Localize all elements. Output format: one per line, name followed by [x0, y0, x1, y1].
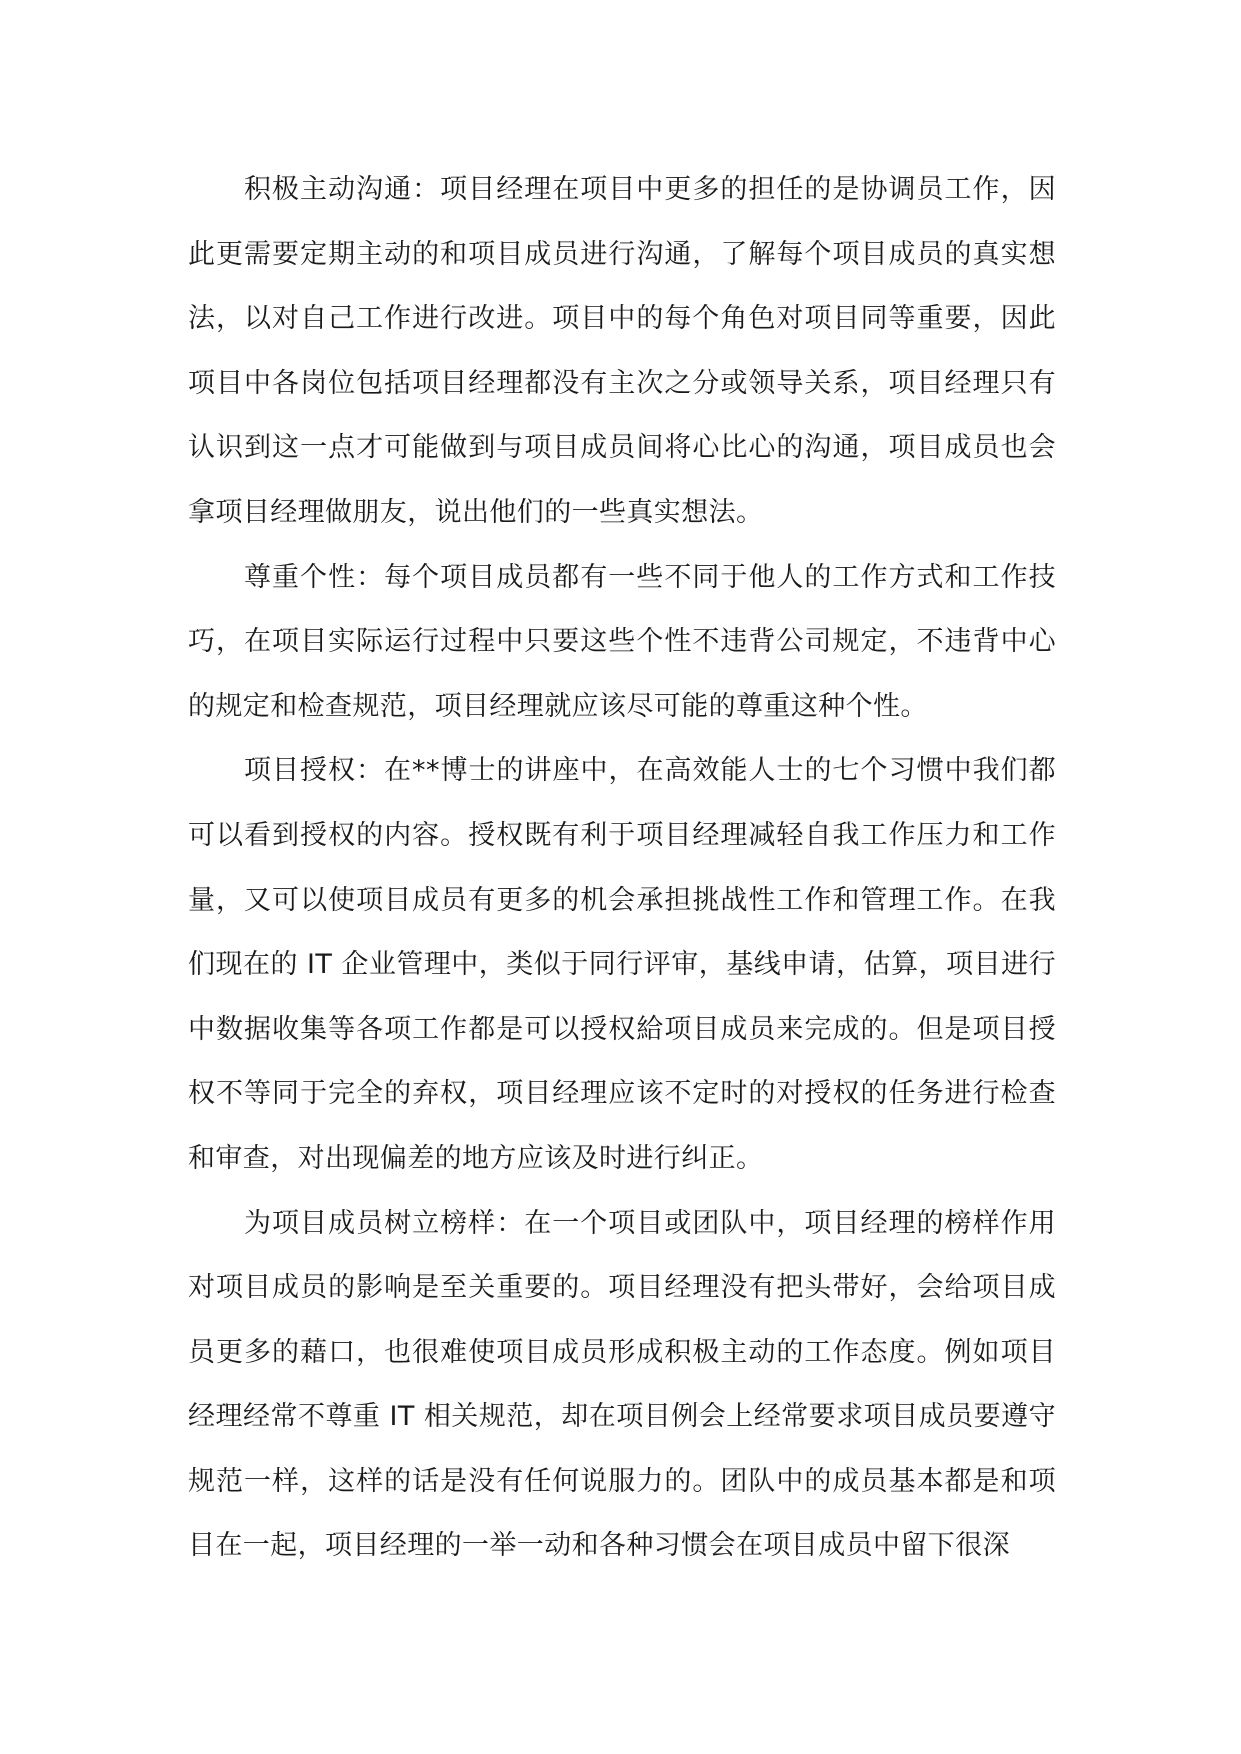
paragraph-project-authorization: 项目授权：在**博士的讲座中，在高效能人士的七个习惯中我们都可以看到授权的内容。授权既有利于项目经理减轻自我工作压力和工作量，又可以使项目成员有更多的机会承担挑战性工作和管理工作。在我们现在的 IT 企业管理中，类似于同行评审，基线申请，估算，项目进行中数据收集等各项工作都是可以授权給项目成员来完成的。但是项目授权不等同于完全的弃权，项目经理应该不定时的对授权的任务进行检查和审查，对出现偏差的地方应该及时进行纠正。: [188, 755, 1056, 1174]
document-body: [188, 158, 1056, 1579]
paragraph-respect-individuality: 尊重个性：每个项目成员都有一些不同于他人的工作方式和工作技巧，在项目实际运行过程中只要这些个性不违背公司规定，不违背中心的规定和检查规范，项目经理就应该尽可能的尊重这种个性。: [188, 561, 1056, 722]
paragraph-set-example: 为项目成员树立榜样：在一个项目或团队中，项目经理的榜样作用对项目成员的影响是至关重要的。项目经理没有把头带好，会给项目成员更多的藉口，也很难使项目成员形成积极主动的工作态度。例如项目经理经常不尊重 IT 相关规范，却在项目例会上经常要求项目成员要遵守规范一样，这样的话是没有任何说服力的。团队中的成员基本都是和项目在一起，项目经理的一举一动和各种习惯会在项目成员中留下很深: [188, 1207, 1056, 1562]
paragraph-proactive-communication: 积极主动沟通：项目经理在项目中更多的担任的是协调员工作，因此更需要定期主动的和项目成员进行沟通，了解每个项目成员的真实想法，以对自己工作进行改进。项目中的每个角色对项目同等重要，因此项目中各岗位包括项目经理都没有主次之分或领导关系，项目经理只有认识到这一点才可能做到与项目成员间将心比心的沟通，项目成员也会拿项目经理做朋友，说出他们的一些真实想法。: [188, 174, 1056, 528]
